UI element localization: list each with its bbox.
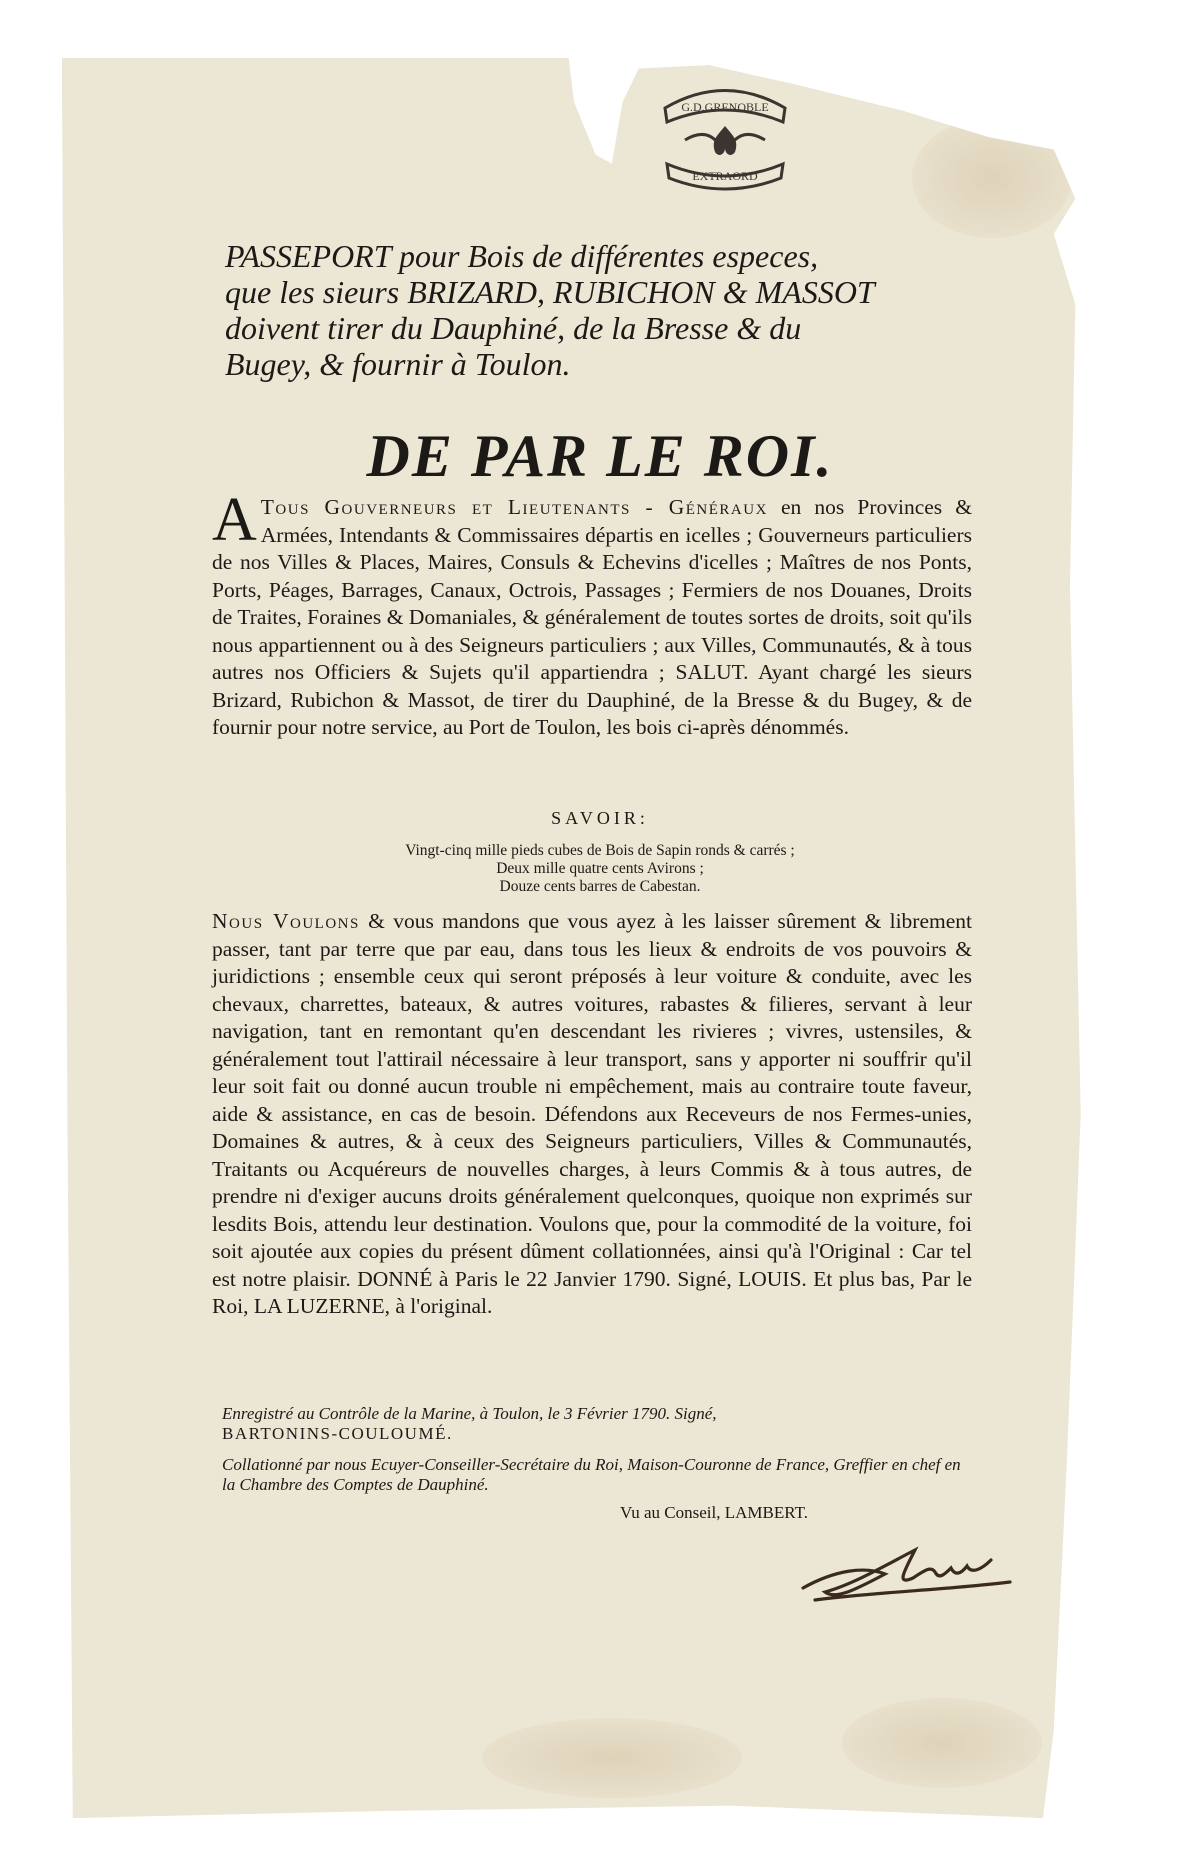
document-title bbox=[225, 238, 985, 382]
seal-top-text: G.D.GRENOBLE bbox=[681, 100, 769, 114]
address-text: en nos Provinces & Armées, Intendants & Commissaires départis en icelles ; Gouverneurs particuliers de nos Villes & Places, Maires, Consuls & Echevins d'icelles ; Maîtres de nos Ponts, Ports, Péages, Barrages, Canaux, Octrois, Passages ; Fermiers de nos Douanes, Droits de Traites, Foraines & Domaniales, & généralement de toutes sortes de droits, soit qu'ils nous appartiennent ou à des Seigneurs particuliers ; aux Villes, Communautés, & à tous autres nos Officiers & Sujets qu'il appartiendra ; SALUT. Ayant chargé les sieurs Brizard, Rubichon & Massot, de tirer du Dauphiné, de la Bresse & du Bugey, & de fournir pour notre service, au Port de Toulon, les bois ci-après dénommés. bbox=[212, 495, 972, 739]
registration-note bbox=[222, 1404, 962, 1444]
savoir-list bbox=[250, 842, 950, 896]
collation-note: Collationné par nous Ecuyer-Conseiller-Secrétaire du Roi, Maison-Couronne de France, Greffier en chef en la Chambre des Comptes de Dauphiné. bbox=[222, 1455, 961, 1494]
vu-au-conseil: Vu au Conseil, LAMBERT. bbox=[620, 1503, 808, 1522]
address-paragraph bbox=[212, 486, 972, 742]
title-line-2: que les sieurs BRIZARD, RUBICHON & MASSOT bbox=[225, 274, 875, 310]
registration-name: BARTONINS-COULOUMÉ. bbox=[222, 1424, 453, 1443]
headline: DE PAR LE ROI. bbox=[366, 423, 834, 489]
handwritten-signature bbox=[795, 1530, 1025, 1610]
title-line-1: PASSEPORT pour Bois de différentes especes, bbox=[225, 238, 819, 274]
seal-bottom-text: EXTRAORD bbox=[692, 169, 758, 183]
command-caps: Nous Voulons bbox=[212, 909, 360, 933]
savoir-item: Douze cents barres de Cabestan. bbox=[499, 878, 701, 895]
savoir-item: Vingt-cinq mille pieds cubes de Bois de Sapin ronds & carrés ; bbox=[405, 842, 795, 859]
title-line-4: Bugey, & fournir à Toulon. bbox=[225, 346, 571, 382]
command-paragraph bbox=[212, 908, 972, 1321]
registration-text: Enregistré au Contrôle de la Marine, à Toulon, le 3 Février 1790. Signé, bbox=[222, 1404, 717, 1423]
title-line-3: doivent tirer du Dauphiné, de la Bresse & du bbox=[225, 310, 802, 346]
savoir-heading: SAVOIR: bbox=[551, 808, 649, 828]
address-caps: Tous Gouverneurs et Lieutenants - Généraux bbox=[260, 495, 768, 519]
savoir-item: Deux mille quatre cents Avirons ; bbox=[496, 860, 704, 877]
command-text: & vous mandons que vous ayez à les laisser sûrement & librement passer, tant par terre que par eau, dans tous les lieux & endroits de vos pouvoirs & juridictions ; ensemble ceux qui seront préposés à leur voiture & conduite, avec les chevaux, charrettes, bateaux, & autres voitures, rabastes & filieres, servant à leur navigation, tant en remontant qu'en descendant les rivieres ; vivres, ustensiles, & généralement tout l'attirail nécessaire à leur transport, sans y apporter ni souffrir qu'il leur soit fait ou donné aucun trouble ni empêchement, mais au contraire toute faveur, aide & assistance, en cas de besoin. Défendons aux Receveurs de nos Fermes-unies, Domaines & autres, & à ceux des Seigneurs particuliers, Villes & Communautés, Traitants ou Acquéreurs de nouvelles charges, à leurs Commis & à tous autres, de prendre ni d'exiger aucuns droits généralement quelconques, quoique non exprimés sur lesdits Bois, attendu leur destination. Voulons que, pour la commodité de la voiture, foi soit ajoutée aux copies du présent dûment collationnées, ainsi qu'à l'Original : Car tel est notre plaisir. DONNÉ à Paris le 22 Janvier 1790. Signé, LOUIS. Et plus bas, Par le Roi, LA LUZERNE, à l'original. bbox=[212, 909, 972, 1318]
drop-cap: A bbox=[212, 486, 257, 554]
